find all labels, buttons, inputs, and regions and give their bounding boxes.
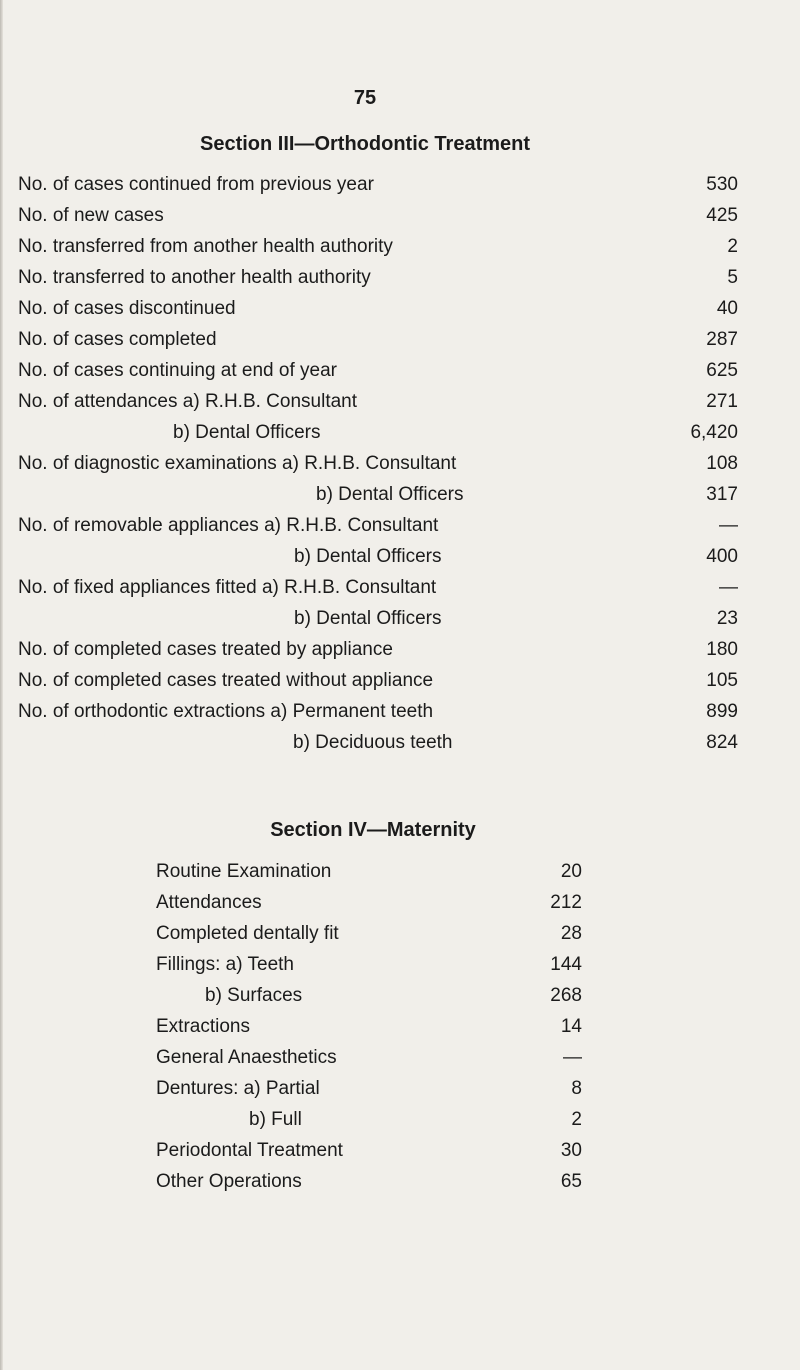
row-value: 108 <box>706 453 738 474</box>
table-row <box>0 542 800 572</box>
table-row <box>0 1074 800 1104</box>
row-label: Dentures: a) Partial <box>156 1078 320 1099</box>
row-label: No. of diagnostic examinations a) R.H.B. Consultant <box>18 453 457 474</box>
row-label: Extractions <box>156 1016 250 1037</box>
row-value: — <box>719 515 738 536</box>
table-row <box>0 604 800 634</box>
table-row <box>0 387 800 417</box>
table-row <box>0 950 800 980</box>
page-number: 75 <box>353 87 377 109</box>
table-row <box>0 263 800 293</box>
row-value: 400 <box>706 546 738 567</box>
row-label: No. of cases discontinued <box>18 298 236 319</box>
row-label: Routine Examination <box>156 861 332 882</box>
table-row <box>0 356 800 386</box>
table-row <box>0 294 800 324</box>
row-label: b) Dental Officers <box>294 546 442 567</box>
row-value: 625 <box>706 360 738 381</box>
row-label: b) Full <box>249 1109 302 1130</box>
table-row <box>0 449 800 479</box>
row-value: 6,420 <box>690 422 738 443</box>
row-label: Periodontal Treatment <box>156 1140 343 1161</box>
row-label: No. of fixed appliances fitted a) R.H.B. Consultant <box>18 577 437 598</box>
row-value: 2 <box>727 236 738 257</box>
table-row <box>0 573 800 603</box>
row-label: No. of removable appliances a) R.H.B. Consultant <box>18 515 439 536</box>
row-value: — <box>563 1047 582 1068</box>
row-label: No. of new cases <box>18 205 164 226</box>
row-value: 212 <box>550 892 582 913</box>
row-value: — <box>719 577 738 598</box>
row-value: 28 <box>560 923 582 944</box>
row-label: No. of completed cases treated without appliance <box>18 670 434 691</box>
table-row <box>0 480 800 510</box>
row-value: 5 <box>727 267 738 288</box>
row-value: 530 <box>706 174 738 195</box>
row-value: 824 <box>706 732 738 753</box>
row-label: b) Deciduous teeth <box>293 732 453 753</box>
table-row <box>0 511 800 541</box>
row-label: No. transferred from another health authority <box>18 236 393 257</box>
row-label: Fillings: a) Teeth <box>156 954 294 975</box>
row-label: No. transferred to another health authority <box>18 267 371 288</box>
table-row <box>0 232 800 262</box>
row-label: b) Dental Officers <box>316 484 464 505</box>
row-label: Attendances <box>156 892 262 913</box>
row-label: b) Surfaces <box>205 985 303 1006</box>
table-row <box>0 981 800 1011</box>
section-4-title: Section IV—Maternity <box>270 819 476 841</box>
row-label: Completed dentally fit <box>156 923 339 944</box>
table-row <box>0 728 800 758</box>
row-value: 14 <box>560 1016 582 1037</box>
row-value: 425 <box>706 205 738 226</box>
row-value: 23 <box>716 608 738 629</box>
row-label: No. of attendances a) R.H.B. Consultant <box>18 391 358 412</box>
table-row <box>0 666 800 696</box>
row-label: b) Dental Officers <box>173 422 321 443</box>
table-row <box>0 418 800 448</box>
row-value: 287 <box>706 329 738 350</box>
row-value: 271 <box>706 391 738 412</box>
row-value: 2 <box>571 1109 582 1130</box>
table-row <box>0 857 800 887</box>
table-row <box>0 201 800 231</box>
table-row <box>0 325 800 355</box>
row-label: No. of orthodontic extractions a) Permanent teeth <box>18 701 434 722</box>
section-3-title: Section III—Orthodontic Treatment <box>199 133 531 155</box>
table-row <box>0 1105 800 1135</box>
table-row <box>0 888 800 918</box>
row-value: 65 <box>560 1171 582 1192</box>
row-value: 8 <box>571 1078 582 1099</box>
row-label: No. of cases continued from previous year <box>18 174 374 195</box>
row-value: 40 <box>716 298 738 319</box>
table-row <box>0 635 800 665</box>
table-row <box>0 1136 800 1166</box>
table-row <box>0 1167 800 1197</box>
row-label: b) Dental Officers <box>294 608 442 629</box>
row-label: No. of completed cases treated by appliance <box>18 639 393 660</box>
row-label: General Anaesthetics <box>156 1047 337 1068</box>
row-value: 317 <box>706 484 738 505</box>
table-row <box>0 1012 800 1042</box>
row-value: 180 <box>706 639 738 660</box>
row-value: 30 <box>560 1140 582 1161</box>
row-label: Other Operations <box>156 1171 302 1192</box>
row-value: 105 <box>706 670 738 691</box>
table-row <box>0 697 800 727</box>
row-value: 144 <box>550 954 582 975</box>
table-row <box>0 1043 800 1073</box>
table-row <box>0 919 800 949</box>
row-label: No. of cases continuing at end of year <box>18 360 337 381</box>
row-value: 268 <box>550 985 582 1006</box>
table-row <box>0 170 800 200</box>
row-value: 899 <box>706 701 738 722</box>
row-label: No. of cases completed <box>18 329 217 350</box>
row-value: 20 <box>560 861 582 882</box>
